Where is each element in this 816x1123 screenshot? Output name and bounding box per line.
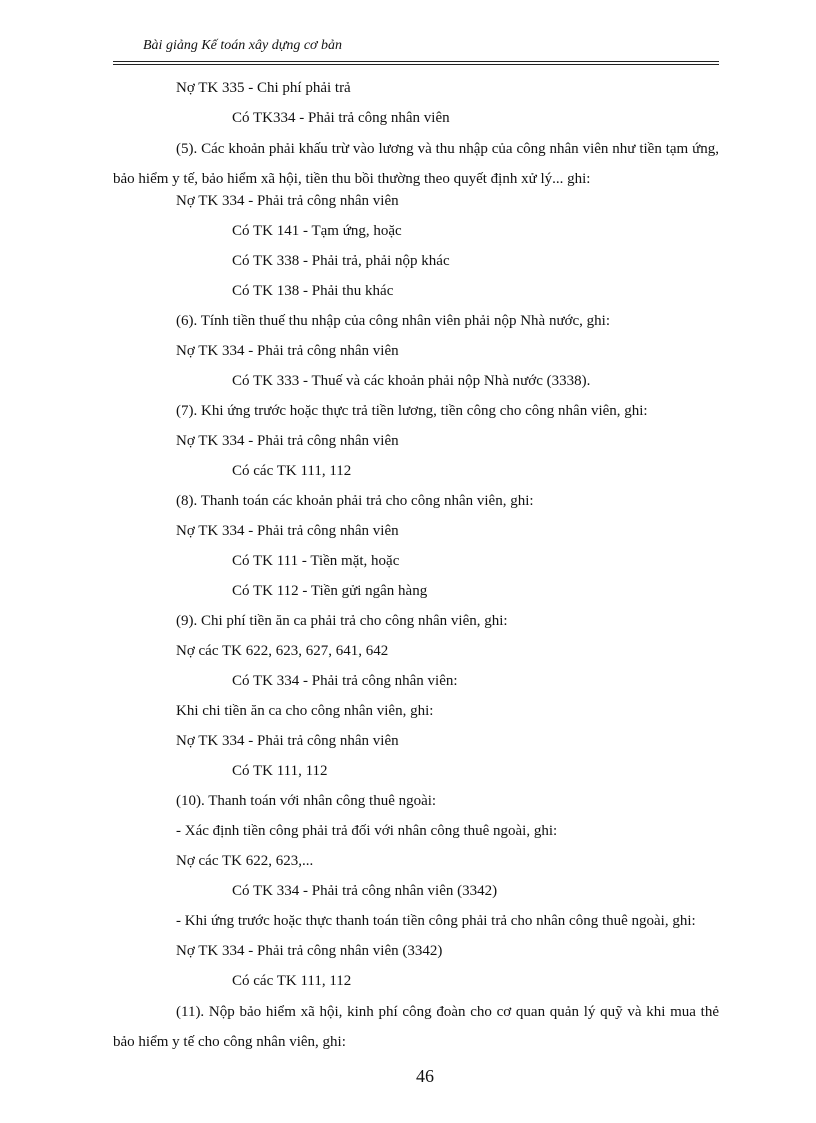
text-line: Có TK 333 - Thuế và các khoản phải nộp Nhà nước (3338).	[232, 373, 591, 389]
text-line: Khi chi tiền ăn ca cho công nhân viên, ghi:	[176, 703, 434, 719]
text-line: (10). Thanh toán với nhân công thuê ngoài:	[176, 793, 437, 809]
text-line: Có TK 111 - Tiền mặt, hoặc	[232, 553, 400, 569]
text-line: - Khi ứng trước hoặc thực thanh toán tiền công phải trả cho nhân công thuê ngoài, ghi:	[176, 913, 696, 929]
text-line: (8). Thanh toán các khoản phải trả cho công nhân viên, ghi:	[176, 493, 534, 509]
text-line: Nợ TK 334 - Phải trả công nhân viên	[176, 523, 399, 539]
text-line: Nợ các TK 622, 623, 627, 641, 642	[176, 643, 389, 659]
text-line: (6). Tính tiền thuế thu nhập của công nhân viên phải nộp Nhà nước, ghi:	[176, 313, 611, 329]
text-line: Có TK334 - Phải trả công nhân viên	[232, 110, 450, 126]
paragraph-11: (11). Nộp bảo hiểm xã hội, kinh phí công đoàn cho cơ quan quản lý quỹ và khi mua thẻ bảo hiểm y tế cho công nhân viên, ghi:	[113, 1004, 719, 1050]
text-line: Có các TK 111, 112	[232, 463, 352, 479]
text-line: Nợ TK 334 - Phải trả công nhân viên	[176, 343, 399, 359]
text-line: Có TK 138 - Phải thu khác	[232, 283, 394, 299]
header-rule-bottom	[113, 64, 719, 65]
text-line: Nợ TK 334 - Phải trả công nhân viên	[176, 733, 399, 749]
text-line: Nợ TK 334 - Phải trả công nhân viên	[176, 193, 399, 209]
header-rule-top	[113, 61, 719, 62]
text-line: Có TK 334 - Phải trả công nhân viên (3342)	[232, 883, 498, 899]
page-header-title: Bài giảng Kế toán xây dựng cơ bản	[143, 38, 343, 53]
text-line: Nợ TK 334 - Phải trả công nhân viên (3342)	[176, 943, 443, 959]
text-line: Có TK 141 - Tạm ứng, hoặc	[232, 223, 402, 239]
text-line: Nợ TK 335 - Chi phí phải trả	[176, 80, 351, 96]
text-line: - Xác định tiền công phải trả đối với nhân công thuê ngoài, ghi:	[176, 823, 558, 839]
page-number: 46	[416, 1066, 434, 1086]
text-line: Nợ các TK 622, 623,...	[176, 853, 314, 869]
text-line: Có TK 338 - Phải trả, phải nộp khác	[232, 253, 450, 269]
paragraph-5: (5). Các khoản phải khấu trừ vào lương và thu nhập của công nhân viên như tiền tạm ứng, bảo hiểm y tế, bảo hiểm xã hội, tiền thu bồi thường theo quyết định xử lý... ghi:	[113, 141, 719, 187]
text-line: Có các TK 111, 112	[232, 973, 352, 989]
text-line: (9). Chi phí tiền ăn ca phải trả cho công nhân viên, ghi:	[176, 613, 508, 629]
text-line: Có TK 111, 112	[232, 763, 328, 779]
text-line: Có TK 112 - Tiền gửi ngân hàng	[232, 583, 428, 599]
text-line: (7). Khi ứng trước hoặc thực trả tiền lương, tiền công cho công nhân viên, ghi:	[176, 403, 648, 419]
text-line: Có TK 334 - Phải trả công nhân viên:	[232, 673, 458, 689]
text-line: Nợ TK 334 - Phải trả công nhân viên	[176, 433, 399, 449]
